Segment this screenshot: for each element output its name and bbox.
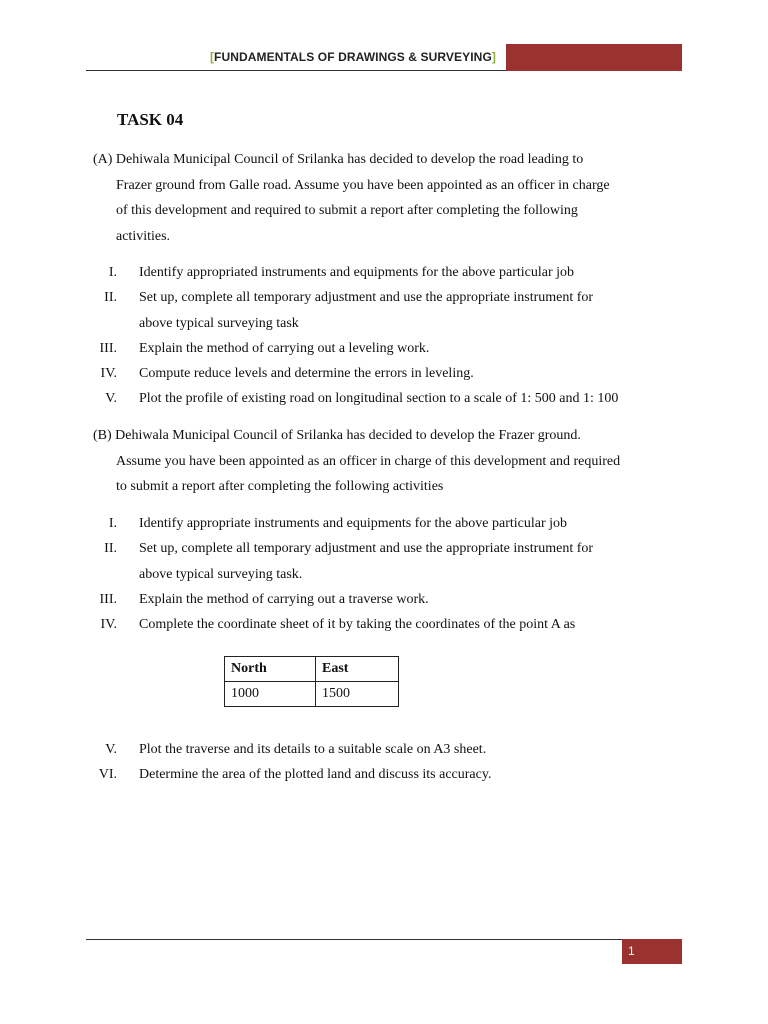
header-bracket-close: ] (491, 50, 496, 64)
item-text: Explain the method of carrying out a leveling work. (139, 341, 430, 356)
item-number: V. (105, 742, 117, 757)
header-title-text: FUNDAMENTALS OF DRAWINGS & SURVEYING (214, 50, 492, 64)
header-bracket-open: [ (209, 50, 215, 64)
header-accent-block (506, 44, 682, 71)
item-text: Explain the method of carrying out a traverse work. (139, 592, 429, 607)
item-number: III. (99, 592, 117, 607)
task-title: TASK 04 (117, 110, 184, 129)
item-text: above typical surveying task. (139, 567, 303, 582)
section-a-line: Frazer ground from Galle road. Assume you have been appointed as an officer in charge (116, 177, 610, 193)
table-row (225, 682, 399, 707)
item-number: II. (104, 541, 117, 556)
item-number: V. (105, 391, 117, 406)
item-text: Compute reduce levels and determine the errors in leveling. (139, 366, 474, 381)
section-a-line: of this development and required to submit a report after completing the following (116, 203, 578, 218)
item-number: IV. (100, 366, 117, 381)
table-cell-east: 1500 (316, 682, 399, 707)
item-text: Identify appropriated instruments and equipments for the above particular job (139, 265, 575, 280)
coordinate-table (224, 656, 399, 707)
item-text: Determine the area of the plotted land and discuss its accuracy. (139, 767, 492, 782)
header-rule (86, 70, 506, 71)
footer-rule (86, 939, 622, 940)
section-b-paragraph (93, 423, 620, 500)
item-number: VI. (98, 767, 117, 782)
table-cell-north: 1000 (225, 682, 316, 707)
section-a-line: activities. (116, 228, 171, 244)
item-text: Plot the profile of existing road on longitudinal section to a scale of 1: 500 and 1: 100 (139, 391, 619, 406)
section-b-line: (B) Dehiwala Municipal Council of Srilanka has decided to develop the Frazer ground. (93, 428, 581, 443)
section-b-line: to submit a report after completing the following activities (116, 479, 444, 494)
item-number: I. (108, 516, 117, 531)
table-header-north: North (225, 657, 316, 682)
section-a-line: (A) Dehiwala Municipal Council of Srilanka has decided to develop the road leading to (93, 152, 584, 167)
table-header-east: East (316, 657, 399, 682)
section-a-paragraph (93, 147, 610, 249)
item-text: Plot the traverse and its details to a suitable scale on A3 sheet. (139, 742, 487, 757)
item-text: Set up, complete all temporary adjustment and use the appropriate instrument for (139, 290, 594, 305)
section-b-line: Assume you have been appointed as an officer in charge of this development and required (116, 453, 621, 469)
item-text: above typical surveying task (139, 316, 299, 331)
item-number: III. (99, 341, 117, 356)
item-number: IV. (100, 617, 117, 632)
item-number: II. (104, 290, 117, 305)
header-title (210, 50, 496, 64)
table-header-row (225, 657, 399, 682)
page-number: 1 (628, 944, 635, 958)
item-number: I. (108, 265, 117, 280)
item-text: Complete the coordinate sheet of it by taking the coordinates of the point A as (139, 617, 576, 632)
item-text: Set up, complete all temporary adjustment and use the appropriate instrument for (139, 541, 594, 556)
item-text: Identify appropriate instruments and equipments for the above particular job (139, 516, 568, 531)
